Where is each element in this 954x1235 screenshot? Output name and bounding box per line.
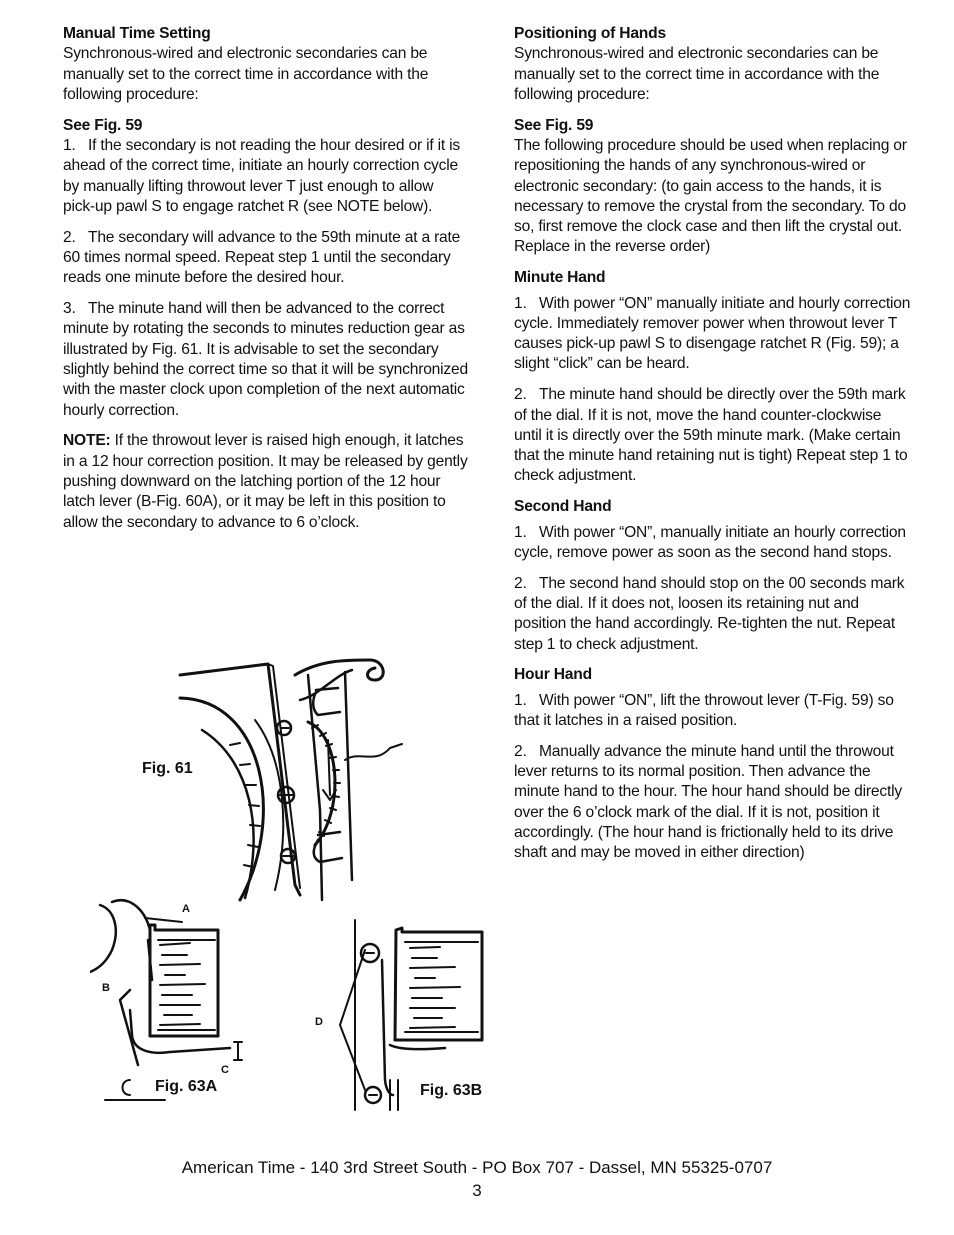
right-column xyxy=(514,24,912,874)
note-paragraph xyxy=(63,431,468,532)
see-fig-59-left: See Fig. 59 xyxy=(63,116,143,134)
manual-step-2: 2. The secondary will advance to the 59th minute at a rate 60 times normal speed. Repeat step 1 until the secondary reads one minute before the desired hour. xyxy=(63,228,461,287)
left-column xyxy=(63,24,468,543)
footer-address: American Time - 140 3rd Street South - PO Box 707 - Dassel, MN 55325-0707 xyxy=(181,1158,773,1177)
letter-a: A xyxy=(182,903,190,915)
second-hand-heading: Second Hand xyxy=(514,498,612,516)
see-fig-59-right: See Fig. 59 xyxy=(514,116,594,134)
minute-hand-step-1: 1. With power “ON” manually initiate and hourly correction cycle. Immediately remover power when throwout lever T causes pick-up pawl S to disengage ratchet R (Fig. 59); a slight “click” can be heard. xyxy=(514,294,911,373)
manual-step-3: 3. The minute hand will then be advanced to the correct minute by rotating the seconds to minutes reduction gear as illustrated by Fig. 61. It is advisable to set the secondary slightly behind the correct time so that it will be synchronized with the master clock upon completion of the next automatic hourly correction. xyxy=(63,300,468,419)
fig-63b-label: Fig. 63B xyxy=(420,1082,483,1099)
fig-61-label: Fig. 61 xyxy=(142,760,193,777)
manual-time-intro: Synchronous-wired and electronic secondaries can be manually set to the correct time in accordance with the following procedure: xyxy=(63,45,429,103)
manual-time-heading: Manual Time Setting xyxy=(63,25,211,42)
second-hand-step-2: 2. The second hand should stop on the 00 seconds mark of the dial. If it does not, loosen its retaining nut and position the hand accordingly. Re-tighten the nut. Repeat step 1 to check adjustment. xyxy=(514,574,905,653)
minute-hand-heading: Minute Hand xyxy=(514,269,606,287)
hour-hand-step-2: 2. Manually advance the minute hand until the throwout lever returns to its normal position. Then advance the minute hand to the hour. The hour hand should be directly over the 6 o’clock mark of the dial. If it is not, position it accordingly. (The hour hand is frictionally held to its drive shaft and may be moved in either direction) xyxy=(514,742,902,862)
letter-d: D xyxy=(315,1016,323,1028)
figures-area xyxy=(90,640,510,1120)
letter-b: B xyxy=(102,982,110,994)
hour-hand-step-1: 1. With power “ON”, lift the throwout lever (T-Fig. 59) so that it latches in a raised position. xyxy=(514,691,894,729)
page-number: 3 xyxy=(472,1181,482,1200)
fig-63a-label: Fig. 63A xyxy=(155,1078,218,1095)
note-label: NOTE: xyxy=(63,432,111,450)
manual-step-1: 1. If the secondary is not reading the hour desired or if it is ahead of the correct time, initiate an hourly correction cycle by manually lifting throwout lever T just enough to allow pick-up pawl S to engage ratchet R (see NOTE below). xyxy=(63,136,460,215)
letter-c: C xyxy=(221,1064,229,1076)
hour-hand-heading: Hour Hand xyxy=(514,666,592,684)
note-text: If the throwout lever is raised high enough, it latches in a 12 hour correction position. It may be released by gently pushing downward on the latching portion of the 12 hour latch lever (B-Fig. 60A), or it may be left in this position to allow the secondary to advance to 6 o’clock. xyxy=(63,432,468,531)
positioning-intro: Synchronous-wired and electronic secondaries can be manually set to the correct time in accordance with the following procedure: xyxy=(514,45,880,103)
clock-mechanism-illustration xyxy=(90,640,510,1120)
minute-hand-step-2: 2. The minute hand should be directly over the 59th mark of the dial. If it is not, move the hand counter-clockwise until it is directly over the 59th minute mark. (Make certain that the minute hand retaining nut is tight) Repeat step 1 to check adjustment. xyxy=(514,386,908,485)
second-hand-step-1: 1. With power “ON”, manually initiate an hourly correction cycle, remove power as soon as the second hand stops. xyxy=(514,523,906,561)
positioning-heading: Positioning of Hands xyxy=(514,25,666,42)
see-fig-text: The following procedure should be used when replacing or repositioning the hands of any synchronous-wired or electronic secondary: (to gain access to the hands, it is necessary to remove the crystal from the secondary. To do so, first remove the clock case and then lift the crystal out. Replace in the reverse order) xyxy=(514,136,907,256)
